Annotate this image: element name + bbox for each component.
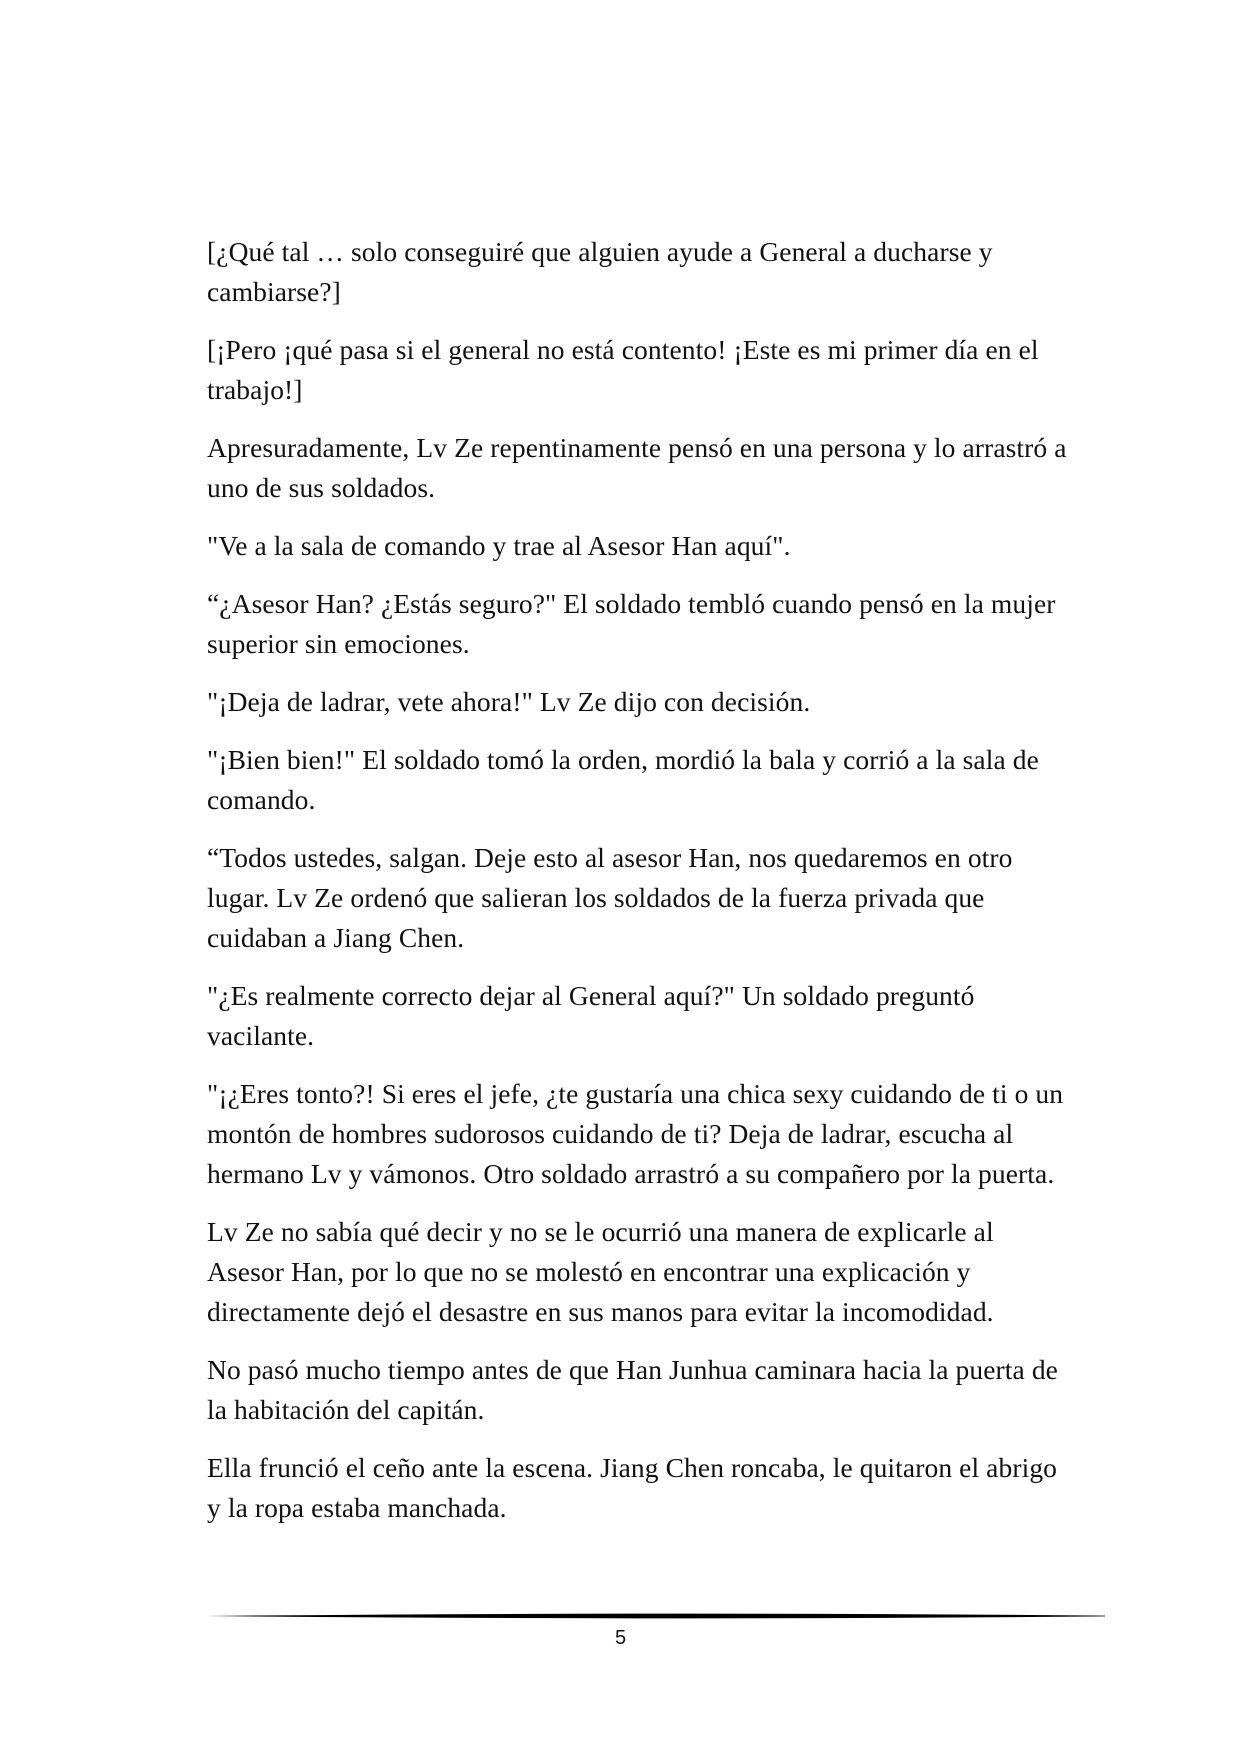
paragraph: Lv Ze no sabía qué decir y no se le ocurrió una manera de explicarle al Asesor Han, por lo que no se molestó en encontrar una explicación y directamente dejó el desastre en sus manos para evitar la incomodidad. <box>207 1216 994 1327</box>
paragraph: Ella frunció el ceño ante la escena. Jiang Chen roncaba, le quitaron el abrigo y la ropa estaba manchada. <box>207 1452 1058 1523</box>
paragraph: “Todos ustedes, salgan. Deje esto al asesor Han, nos quedaremos en otro lugar. Lv Ze ordenó que salieran los soldados de la fuerza privada que cuidaban a Jiang Chen. <box>207 842 1013 953</box>
paragraph: "¡Deja de ladrar, vete ahora!" Lv Ze dijo con decisión. <box>207 686 811 717</box>
paragraph: "Ve a la sala de comando y trae al Asesor Han aquí". <box>207 530 791 561</box>
footer-rule-stroke <box>207 1614 1105 1619</box>
paragraph: "¿Es realmente correcto dejar al General aquí?" Un soldado preguntó vacilante. <box>207 980 975 1051</box>
paragraph: [¡Pero ¡qué pasa si el general no está contento! ¡Este es mi primer día en el trabajo!] <box>207 334 1039 405</box>
paragraph: "¡Bien bien!" El soldado tomó la orden, mordió la bala y corrió a la sala de comando. <box>207 744 1039 815</box>
paragraph: [¿Qué tal … solo conseguiré que alguien ayude a General a ducharse y cambiarse?] <box>207 236 993 307</box>
page-number: 5 <box>614 1627 627 1649</box>
text-body <box>207 232 1067 1546</box>
footer-rule <box>207 1611 1105 1621</box>
paragraph: Apresuradamente, Lv Ze repentinamente pensó en una persona y lo arrastró a uno de sus soldados. <box>207 432 1067 503</box>
paragraph: “¿Asesor Han? ¿Estás seguro?" El soldado tembló cuando pensó en la mujer superior sin emociones. <box>207 588 1056 659</box>
paragraph: No pasó mucho tiempo antes de que Han Junhua caminara hacia la puerta de la habitación del capitán. <box>207 1354 1058 1425</box>
paragraph: "¡¿Eres tonto?! Si eres el jefe, ¿te gustaría una chica sexy cuidando de ti o un montón de hombres sudorosos cuidando de ti? Deja de ladrar, escucha al hermano Lv y vámonos. Otro soldado arrastró a su compañero por la puerta. <box>207 1078 1064 1189</box>
